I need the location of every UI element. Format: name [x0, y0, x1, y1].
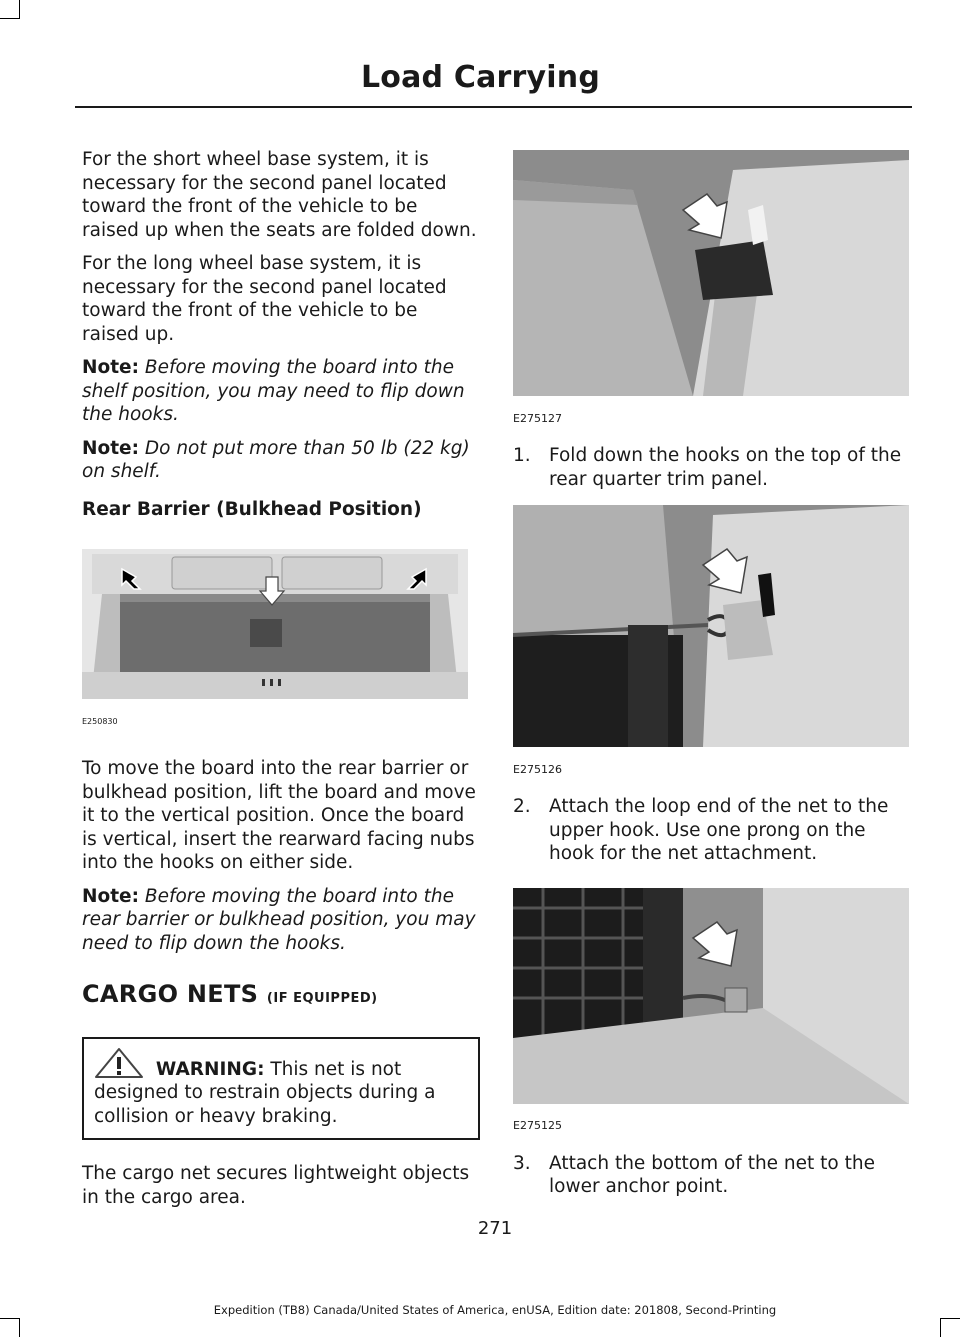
warning-triangle-icon: [94, 1047, 144, 1079]
crop-mark: [0, 1318, 19, 1319]
page-footer: Expedition (TB8) Canada/United States of America, enUSA, Edition date: 201808, Second-Printing: [213, 1303, 777, 1317]
cargo-area-illustration: [82, 549, 468, 699]
right-column: [513, 150, 909, 1211]
figure-rear-barrier: [82, 549, 480, 733]
step-text: Attach the bottom of the net to the lower anchor point.: [549, 1152, 875, 1197]
subheading-rear-barrier: Rear Barrier (Bulkhead Position): [82, 498, 422, 520]
lower-anchor-illustration: [513, 888, 909, 1104]
paragraph-bulkhead-position: To move the board into the rear barrier or bulkhead position, lift the board and move it to the vertical position. Once the board is vertical, insert the rearward facing nubs into the hooks on either side.: [82, 758, 476, 873]
crop-mark: [19, 0, 20, 19]
note-label: Note:: [82, 885, 139, 907]
paragraph-long-wheelbase: For the long wheel base system, it is necessary for the second panel located toward the front of the vehicle to be raised up.: [82, 253, 447, 345]
crop-mark: [940, 1318, 941, 1337]
section-title-text: CARGO NETS: [82, 980, 259, 1008]
note-text: Do not put more than 50 lb (22 kg) on shelf.: [82, 437, 470, 482]
step-number: 2.: [513, 796, 531, 817]
step-2: [513, 795, 909, 866]
step-1: [513, 444, 909, 491]
step-text: Attach the loop end of the net to the upper hook. Use one prong on the hook for the net attachment.: [549, 796, 889, 864]
hook-fold-illustration: [513, 150, 909, 396]
header-rule: [75, 106, 912, 108]
crop-mark: [19, 1318, 20, 1337]
warning-content: [94, 1047, 468, 1129]
crop-mark: [941, 1318, 960, 1319]
step-number: 3.: [513, 1152, 531, 1174]
page-number: 271: [477, 1218, 513, 1239]
page-header-title: Load Carrying: [360, 60, 600, 95]
paragraph-cargo-net-purpose: The cargo net secures lightweight objects in the cargo area.: [82, 1163, 470, 1208]
note-text: Before moving the board into the shelf position, you may need to flip down the hooks.: [82, 357, 465, 425]
figure-code: E275125: [513, 1119, 562, 1132]
figure-code: E275127: [513, 411, 562, 425]
figure-attach-loop: [513, 505, 909, 781]
note-label: Note:: [82, 357, 139, 378]
figure-fold-hooks: [513, 150, 909, 430]
note-label: Note:: [82, 437, 139, 459]
section-title-cargo-nets: [82, 980, 480, 1011]
warning-label: WARNING:: [155, 1058, 265, 1080]
step-3: [513, 1152, 909, 1199]
paragraph-short-wheelbase: For the short wheel base system, it is necessary for the second panel located toward the front of the vehicle to be raised up when the seats are folded down.: [82, 149, 477, 241]
step-number: 1.: [513, 445, 531, 466]
note-text: Before moving the board into the rear barrier or bulkhead position, you may need to flip down the hooks.: [82, 885, 476, 954]
crop-mark: [0, 18, 19, 19]
figure-code: E275126: [513, 762, 562, 776]
note-flip-hooks: [82, 356, 480, 427]
step-text: Fold down the hooks on the top of the rear quarter trim panel.: [549, 445, 902, 490]
note-bulkhead-hooks: [82, 885, 480, 956]
section-equipped-label: (IF EQUIPPED): [266, 991, 378, 1006]
left-column: [82, 148, 480, 1219]
warning-text: This net is not designed to restrain objects during a collision or heavy braking.: [94, 1058, 436, 1127]
warning-box: [82, 1037, 480, 1141]
net-loop-illustration: [513, 505, 909, 747]
note-weight-limit: [82, 437, 480, 484]
figure-lower-anchor: [513, 888, 909, 1138]
figure-code: E250830: [82, 716, 118, 726]
